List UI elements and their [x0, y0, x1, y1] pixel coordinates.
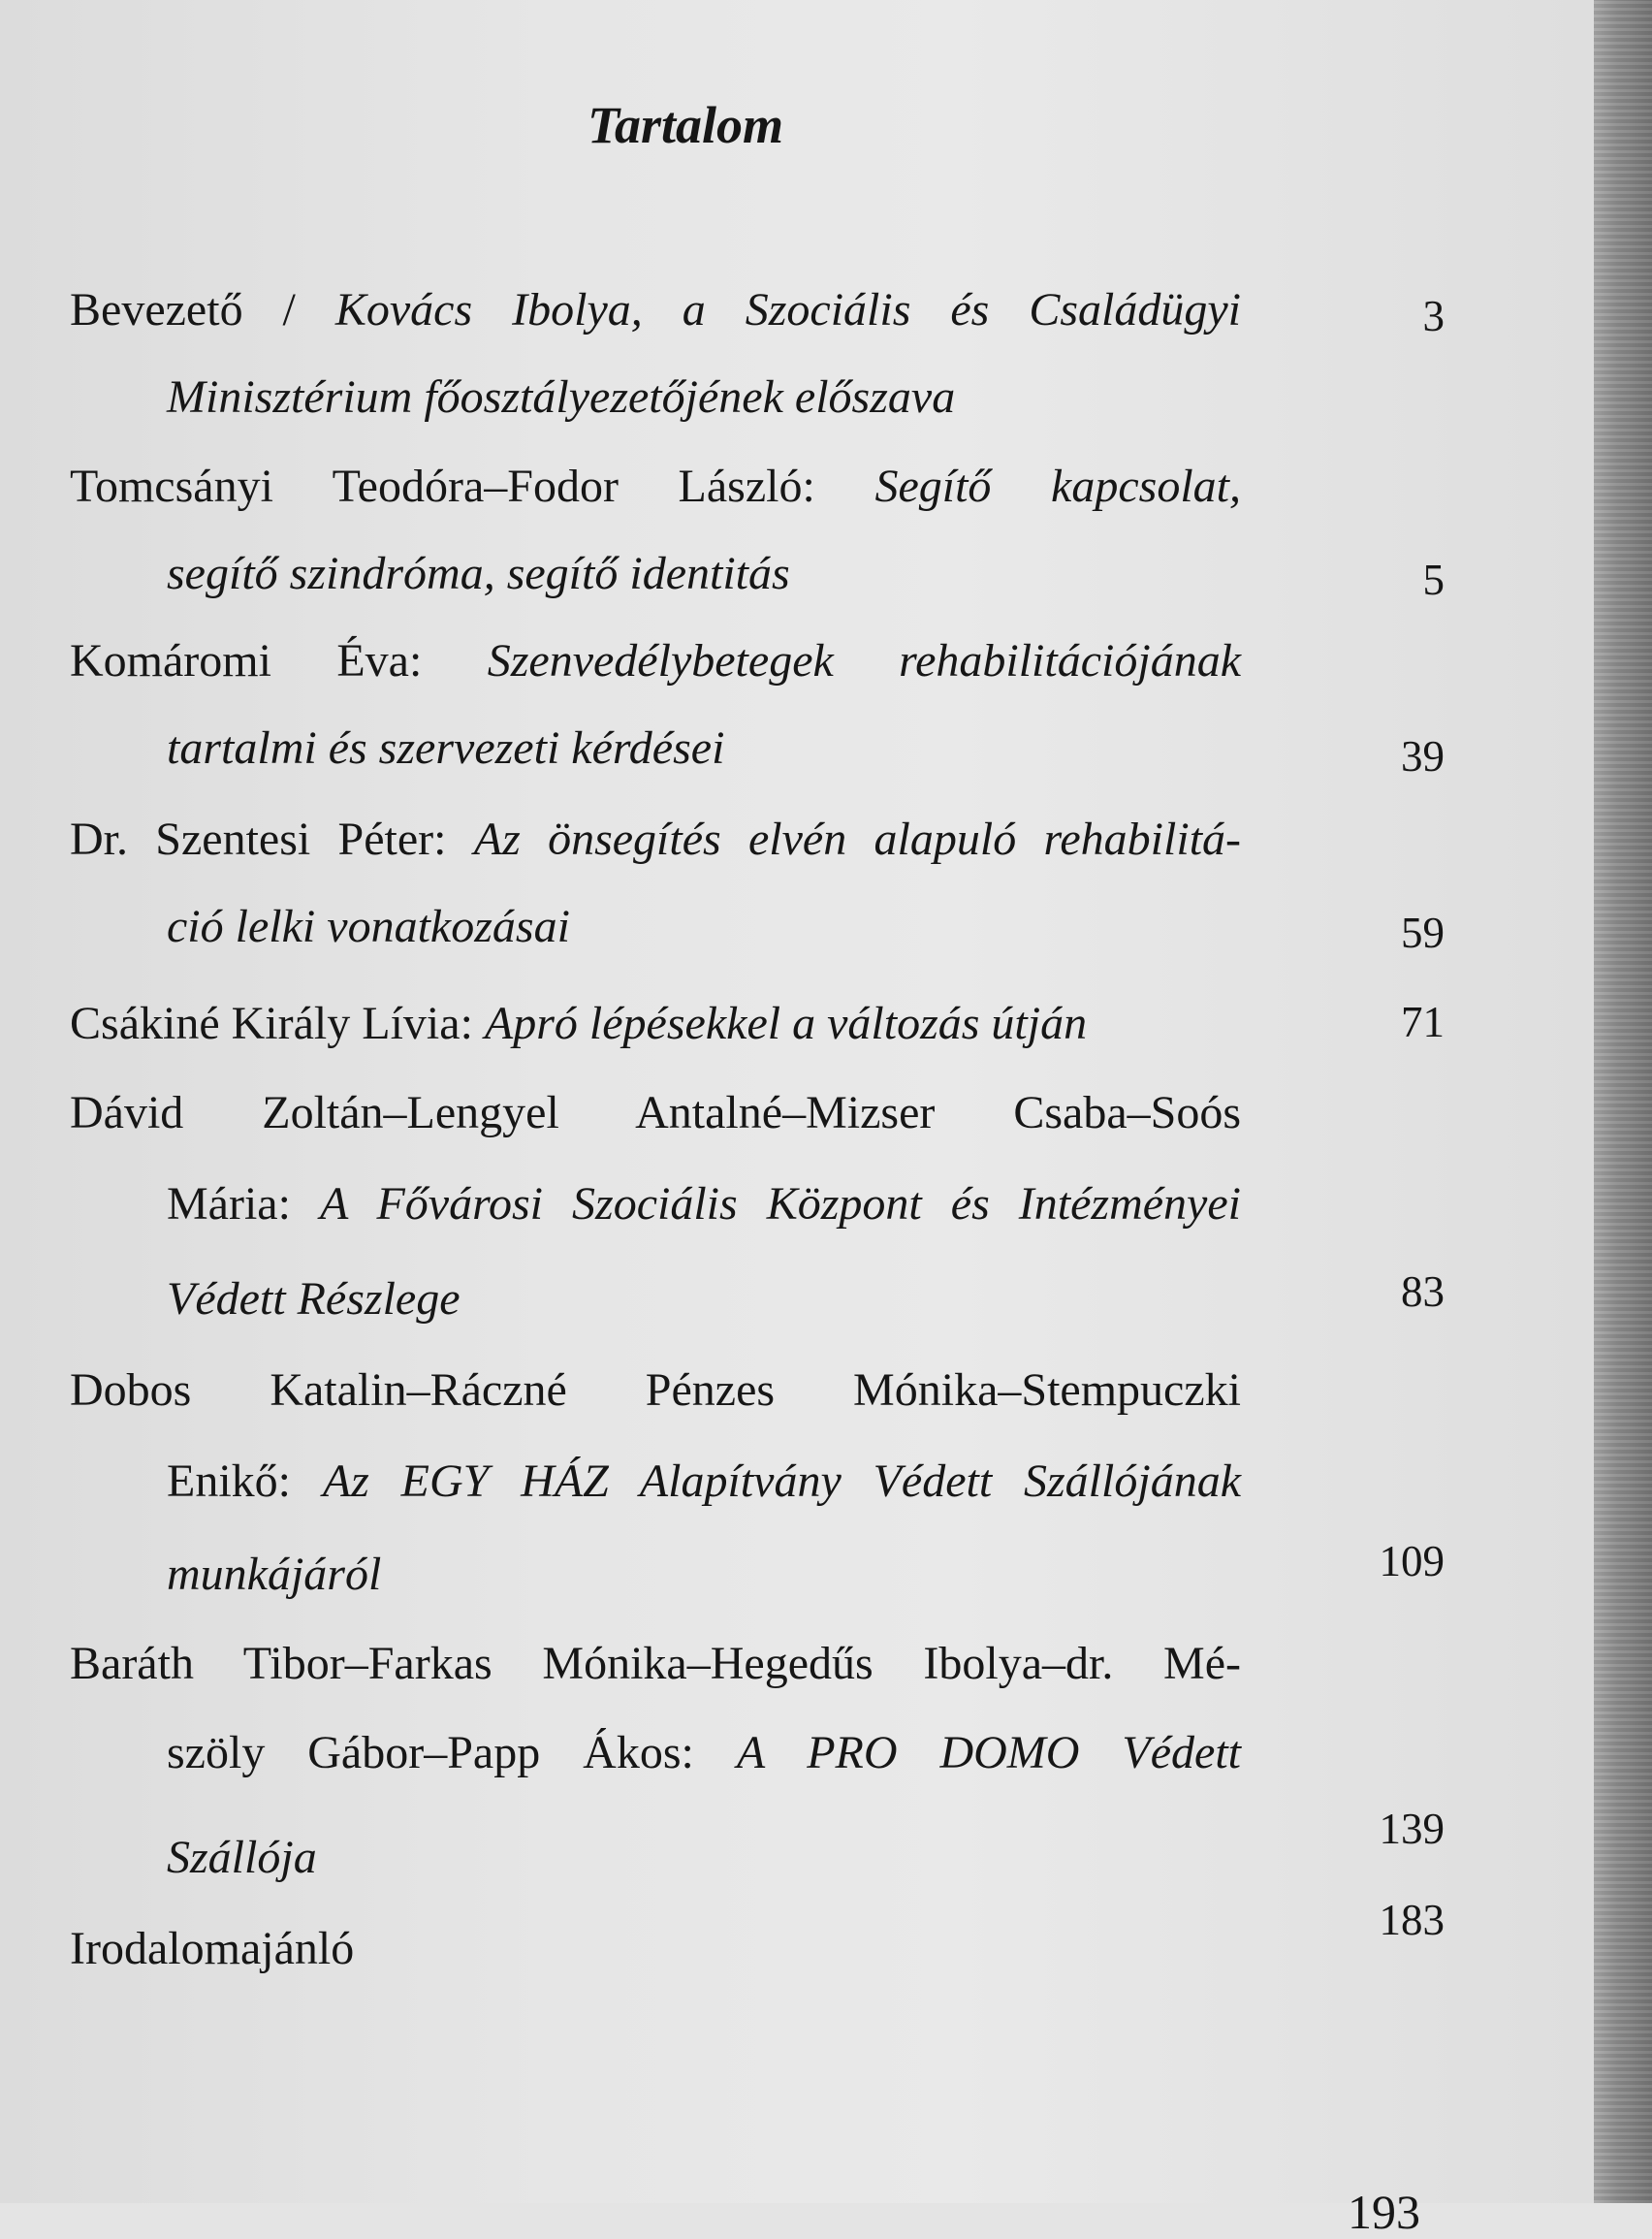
toc-entry-title: Szenvedélybetegek rehabilitációjának: [487, 635, 1242, 687]
toc-entry-8-line-3: Szállója: [167, 1832, 317, 1883]
toc-entry-title: Az önsegítés elvén alapuló rehabilitá-: [473, 814, 1242, 865]
toc-entry-title: Kovács Ibolya, a Szociális és Családügyi: [334, 284, 1241, 336]
toc-entry-5-line-1: [70, 998, 1088, 1049]
toc-entry-4-line-2: ció lelki vonatkozásai: [167, 901, 570, 952]
toc-entry-8-line-2: [167, 1727, 1241, 1778]
toc-entry-author: Dávid Zoltán–Lengyel Antalné–Mizser Csaba–Soós: [70, 1087, 1241, 1138]
toc-entry-7-line-2: [167, 1455, 1241, 1507]
toc-entry-7-line-3: munkájáról: [167, 1549, 382, 1600]
toc-entry-7-page: 109: [1379, 1537, 1445, 1585]
toc-entry-author: Komáromi Éva:: [70, 635, 488, 687]
toc-entry-6-page: 83: [1401, 1267, 1445, 1316]
toc-entry-title: A PRO DOMO Védett: [736, 1727, 1241, 1778]
toc-entry-3-page: 39: [1401, 732, 1445, 781]
toc-entry-author: Csákiné Király Lívia:: [70, 998, 485, 1049]
toc-entry-4-page: 59: [1401, 909, 1445, 957]
toc-entry-4-line-1: [70, 816, 1241, 863]
toc-entry-7-line-1: [70, 1364, 1241, 1416]
toc-entry-title: Apró lépésekkel a változás útján: [484, 998, 1088, 1049]
toc-entry-author: Bevezető /: [70, 284, 335, 336]
toc-entry-2-line-1: [70, 461, 1241, 512]
page-number: 193: [1348, 2185, 1420, 2239]
toc-entry-title: Segítő kapcsolat,: [874, 461, 1241, 512]
toc-entry-1-line-1: [70, 284, 1241, 336]
toc-entry-8-line-1: [70, 1638, 1241, 1689]
toc-entry-author: Dobos Katalin–Ráczné Pénzes Mónika–Stempuczki: [70, 1364, 1241, 1416]
toc-entry-author: Baráth Tibor–Farkas Mónika–Hegedűs Ibolya–dr. Mé-: [70, 1638, 1241, 1689]
toc-entry-author: Enikő:: [167, 1455, 323, 1507]
toc-entry-6-line-1: [70, 1087, 1241, 1138]
toc-entry-author: Tomcsányi Teodóra–Fodor László:: [70, 461, 875, 512]
toc-entry-author: Irodalomajánló: [70, 1923, 355, 1974]
toc-entry-1-page: 3: [1422, 292, 1445, 340]
toc-entry-6-line-2: [167, 1178, 1241, 1230]
toc-entry-title: A Fővárosi Szociális Központ és Intézményei: [319, 1178, 1241, 1230]
toc-entry-title: Az EGY HÁZ Alapítvány Védett Szállójának: [322, 1455, 1241, 1507]
toc-entry-8-page: 139: [1379, 1805, 1445, 1853]
toc-entry-3-line-1: [70, 635, 1242, 687]
toc-entry-5-page: 71: [1401, 998, 1445, 1046]
toc-entry-6-line-3: Védett Részlege: [167, 1273, 461, 1325]
book-spine-edge: [1594, 0, 1652, 2203]
toc-entry-author: Dr. Szentesi Péter:: [70, 814, 474, 865]
toc-entry-1-line-2: Minisztérium főosztályezetőjének előszava: [167, 371, 956, 423]
toc-entry-9-line-1: [70, 1923, 355, 1974]
toc-entry-2-line-2: segítő szindróma, segítő identitás: [167, 548, 790, 599]
toc-entry-author: Mária:: [167, 1178, 320, 1230]
page-title: Tartalom: [587, 96, 784, 154]
toc-entry-9-page: 183: [1379, 1896, 1445, 1944]
toc-entry-3-line-2: tartalmi és szervezeti kérdései: [167, 722, 725, 774]
toc-entry-2-page: 5: [1422, 556, 1445, 604]
toc-entry-author: szöly Gábor–Papp Ákos:: [167, 1727, 737, 1778]
